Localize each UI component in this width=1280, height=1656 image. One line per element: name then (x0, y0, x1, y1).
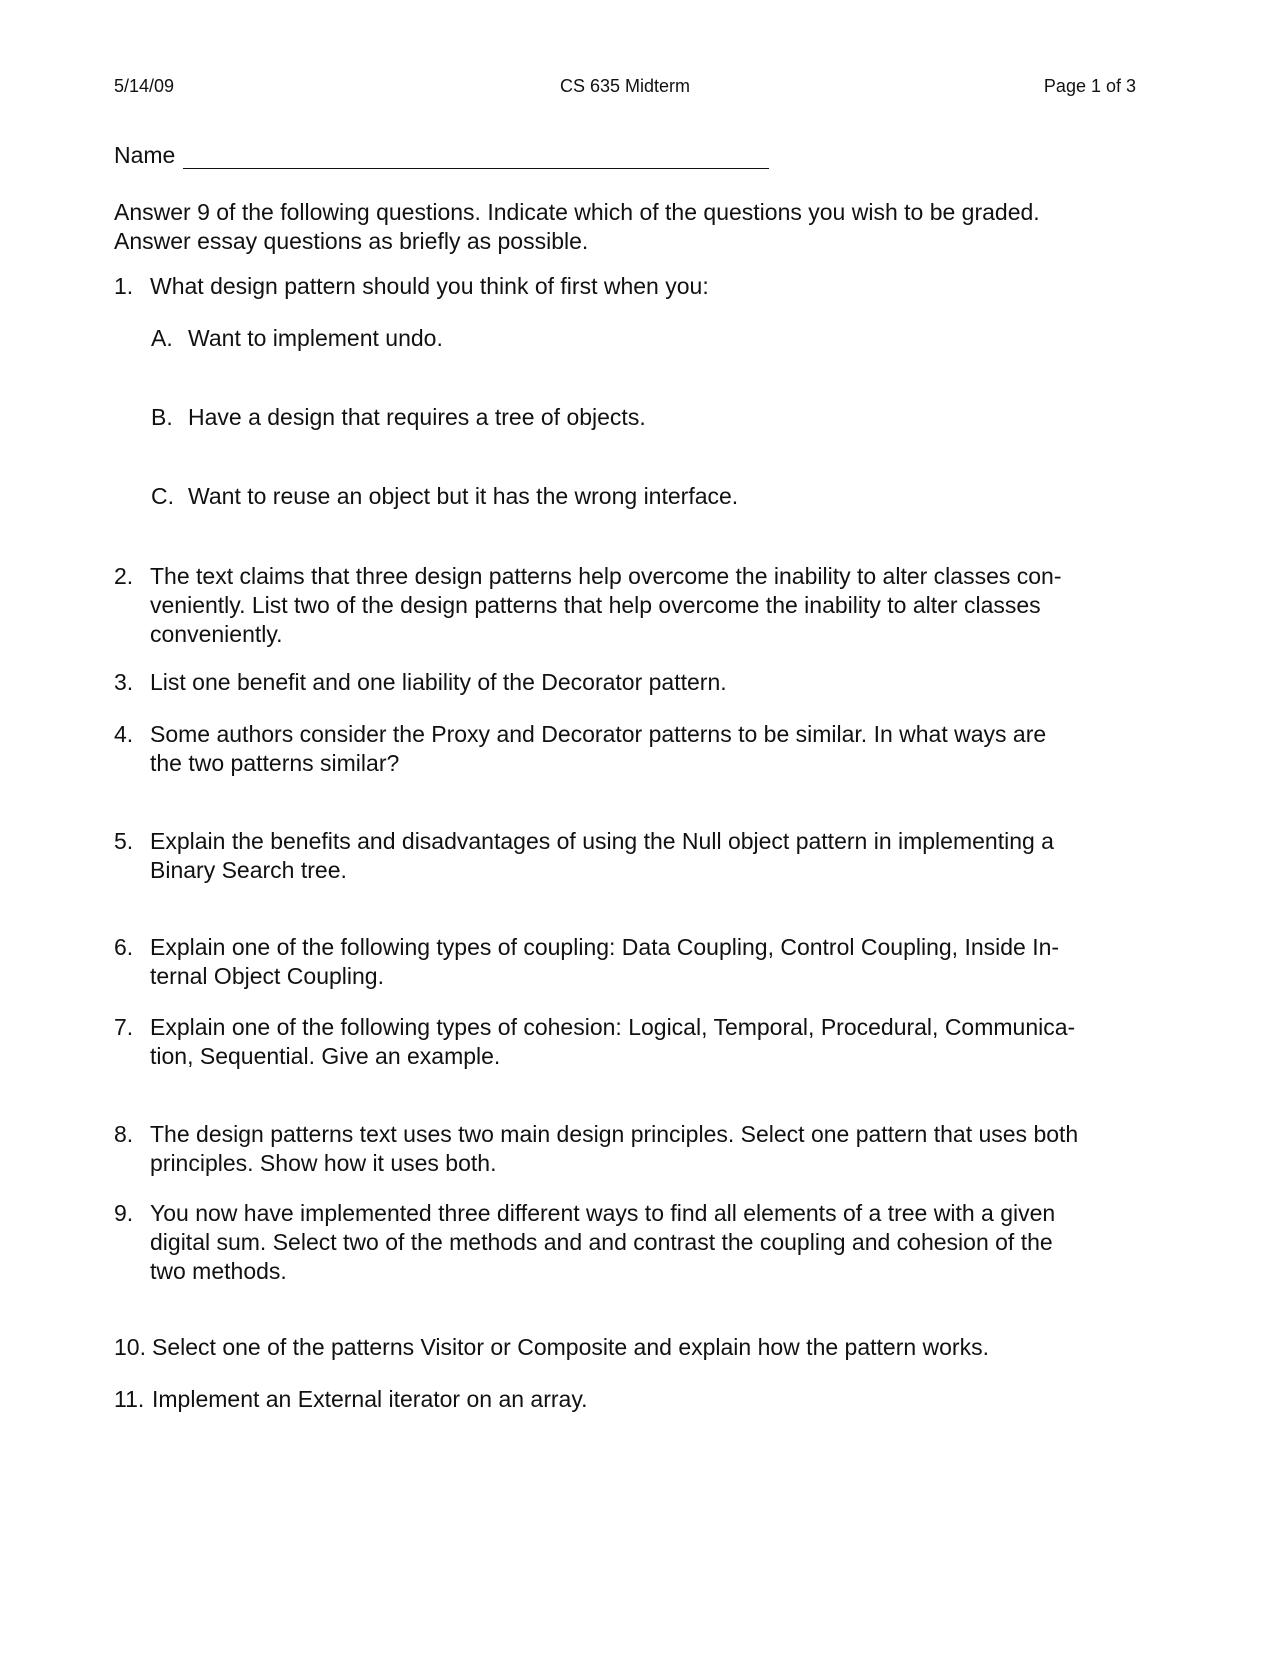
name-label: Name (114, 142, 176, 168)
question-number: 7. (114, 1014, 134, 1040)
instructions (114, 198, 1154, 256)
question-number: 9. (114, 1200, 134, 1226)
question-number: 2. (114, 563, 134, 589)
question-text: The text claims that three design patterns help overcome the inability to alter classes con- veniently. List two of the design patterns that help overcome the inability to alter classes conveniently. (150, 563, 1062, 647)
instructions-line: Answer essay questions as briefly as possible. (114, 228, 589, 254)
sub-item-letter: B. (151, 404, 173, 430)
question-text: Some authors consider the Proxy and Decorator patterns to be similar. In what ways are the two patterns similar? (150, 721, 1047, 776)
question-text: Explain one of the following types of cohesion: Logical, Temporal, Procedural, Communica- tion, Sequential. Give an example. (150, 1014, 1076, 1069)
sub-item-text: Want to implement undo. (188, 325, 443, 351)
question-text: Explain the benefits and disadvantages of using the Null object pattern in implementing a Binary Search tree. (150, 828, 1054, 883)
header-course-title: CS 635 Midterm (559, 76, 691, 96)
name-field-row (114, 142, 769, 169)
header-date: 5/14/09 (114, 76, 175, 96)
question-text: List one benefit and one liability of the Decorator pattern. (150, 669, 727, 695)
question-text: Explain one of the following types of coupling: Data Coupling, Control Coupling, Inside In- ternal Object Coupling. (150, 934, 1060, 989)
question-number: 3. (114, 669, 134, 695)
name-blank-line[interactable] (183, 144, 769, 169)
question-number: 4. (114, 721, 134, 747)
sub-item-letter: C. (151, 483, 174, 509)
question-text: Select one of the patterns Visitor or Composite and explain how the pattern works. (152, 1334, 989, 1360)
sub-item-text: Have a design that requires a tree of objects. (188, 404, 646, 430)
instructions-line: Answer 9 of the following questions. Indicate which of the questions you wish to be graded. (114, 199, 1040, 225)
page-header (114, 76, 1136, 100)
question-number: 10. (114, 1334, 146, 1360)
question-number: 5. (114, 828, 134, 854)
sub-item-text: Want to reuse an object but it has the wrong interface. (188, 483, 739, 509)
sub-item-letter: A. (151, 325, 173, 351)
question-text: Implement an External iterator on an array. (152, 1386, 588, 1412)
question-number: 6. (114, 934, 134, 960)
question-number: 11. (114, 1386, 145, 1412)
question-number: 8. (114, 1121, 134, 1147)
header-page-number: Page 1 of 3 (1043, 76, 1136, 96)
question-text: What design pattern should you think of first when you: (150, 273, 709, 299)
question-text: The design patterns text uses two main design principles. Select one pattern that uses both principles. Show how it uses both. (150, 1121, 1079, 1176)
question-number: 1. (114, 273, 134, 299)
question-text: You now have implemented three different ways to find all elements of a tree with a given digital sum. Select two of the methods and and contrast the coupling and cohesion of the two methods. (150, 1200, 1056, 1284)
